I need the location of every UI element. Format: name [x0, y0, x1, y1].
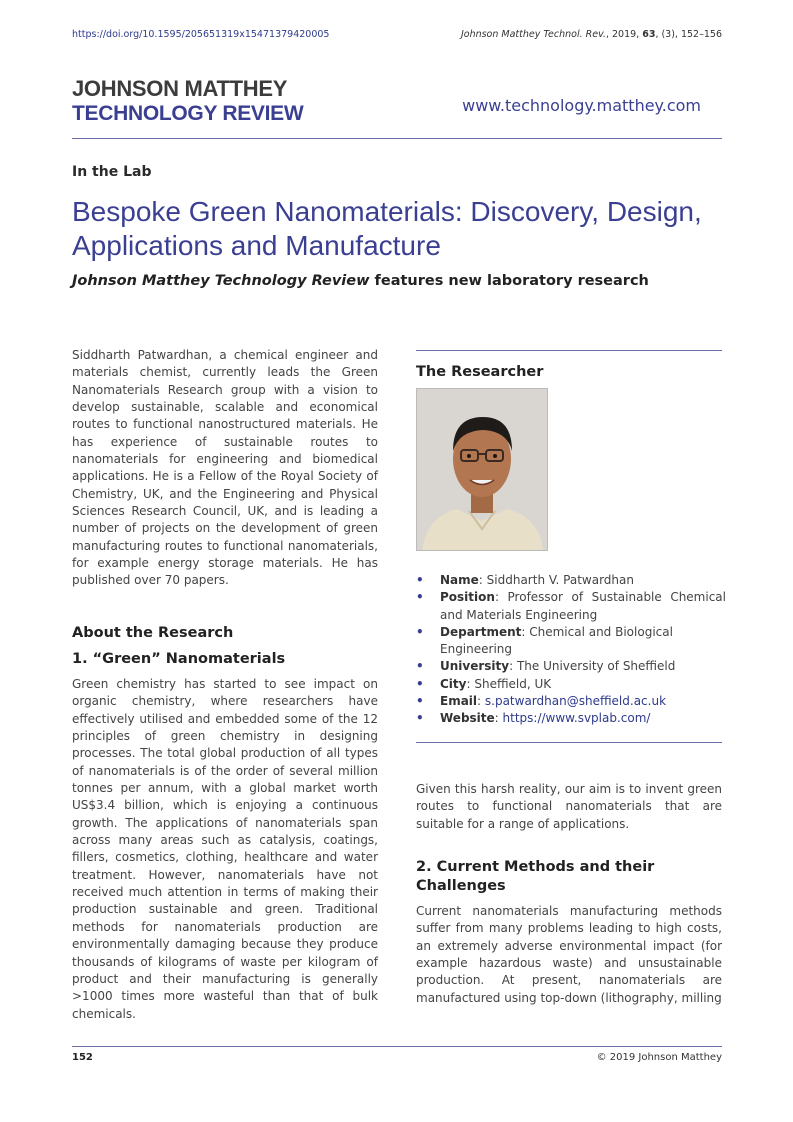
citation-issue-pages: , (3), 152–156: [655, 29, 722, 40]
citation-volume: 63: [642, 29, 656, 40]
researcher-details-list: [416, 572, 726, 728]
item-separator: :: [494, 590, 508, 605]
item-separator: :: [478, 573, 487, 587]
item-separator: :: [466, 676, 475, 691]
logo-line-1: JOHNSON MATTHEY: [72, 76, 288, 101]
page-number: 152: [72, 1052, 93, 1063]
article-title: Bespoke Green Nanomaterials: Discovery, Design, Applications and Manufacture: [72, 196, 702, 261]
researcher-bottom-rule: [416, 742, 722, 743]
section-1-text: Green chemistry has started to see impact on organic chemistry, where researchers have effectively utilised and embedded some of the 12 principles of green chemistry in designing processes. The total global production of all types of nanomaterials is of the order of several million tonnes per annum, with a global market worth US$3.4 billion, which is enjoying a continuous growth. The applications of nanomaterials span across many areas such as catalysis, coatings, fillers, cosmetics, clothing, healthcare and water treatment. However, nanomaterials have not received much attention in terms of making their production sustainable and green. Traditional methods for nanomaterials production are environmentally damaging because they produce thousands of kilograms of waste per kilogram of product and their manufacturing is generally >1000 times more wasteful than that of bulk chemicals.: [72, 677, 378, 1021]
email-link[interactable]: s.patwardhan@sheffield.ac.uk: [484, 694, 667, 709]
researcher-item-email: [416, 693, 726, 710]
site-url-link[interactable]: www.technology.matthey.com: [462, 96, 701, 115]
item-separator: :: [494, 711, 503, 726]
logo-line-2: TECHNOLOGY REVIEW: [72, 102, 304, 125]
researcher-photo: [416, 388, 548, 551]
researcher-item-city: [416, 676, 726, 693]
citation-year: , 2019,: [605, 29, 643, 40]
item-value: Chemical and Biological Engineering: [440, 624, 673, 657]
item-separator: :: [521, 624, 530, 639]
item-label: Email: [440, 694, 478, 709]
section-1-body: [72, 676, 378, 1023]
section-1-heading: 1. “Green” Nanomaterials: [72, 651, 286, 667]
right-paragraph-text: Given this harsh reality, our aim is to invent green routes to functional nanomaterials that are suitable for a range of applications.: [416, 782, 722, 831]
bullet-icon: •: [416, 676, 424, 691]
item-value: The University of Sheffield: [516, 659, 676, 674]
researcher-item-position: [416, 589, 726, 624]
researcher-item-department: [416, 624, 726, 659]
doi-link[interactable]: https://doi.org/10.1595/205651319x15471379420005: [72, 29, 330, 40]
researcher-item-name: [416, 572, 726, 589]
website-link[interactable]: https://www.svplab.com/: [502, 711, 651, 726]
item-label: University: [440, 659, 510, 674]
about-heading: About the Research: [72, 625, 234, 641]
researcher-item-university: [416, 658, 726, 675]
researcher-item-website: [416, 710, 726, 727]
subtitle-rest: features new laboratory research: [369, 273, 649, 289]
bullet-icon: •: [416, 694, 424, 709]
article-subtitle: [72, 273, 649, 289]
header-rule: [72, 138, 722, 139]
section-label: In the Lab: [72, 164, 152, 180]
bullet-icon: •: [416, 573, 424, 587]
item-label: Website: [440, 711, 495, 726]
item-separator: :: [509, 659, 517, 674]
bullet-icon: •: [416, 624, 424, 639]
intro-paragraph: [72, 347, 378, 590]
item-label: Name: [440, 573, 479, 587]
subtitle-journal: Johnson Matthey Technology Review: [72, 273, 370, 289]
intro-text: Siddharth Patwardhan, a chemical engineer and materials chemist, currently leads the Green Nanomaterials Research group with a vision to develop sustainable, scalable and economical routes to functional nanostructured materials. He has experience of sustainable routes to nanomaterials for engineering and biomedical applications. He is a Fellow of the Royal Society of Chemistry, UK, and the Engineering and Physical Sciences Research Council, UK, and is leading a number of projects on the development of green manufacturing routes to functional nanomaterials, for example energy storage materials. He has published over 70 papers.: [72, 348, 378, 588]
researcher-heading: The Researcher: [416, 364, 544, 380]
item-separator: :: [477, 694, 485, 709]
section-2-heading: 2. Current Methods and their Challenges: [416, 859, 655, 894]
journal-name: Johnson Matthey Technol. Rev.: [460, 29, 606, 40]
researcher-top-rule: [416, 350, 722, 351]
right-paragraph: [416, 781, 722, 833]
portrait-image: [417, 389, 547, 550]
bullet-icon: •: [416, 711, 424, 726]
journal-citation: [461, 29, 722, 40]
bullet-icon: •: [416, 659, 424, 674]
item-value: Sheffield, UK: [474, 676, 552, 691]
item-value: Professor of Sustainable Chemical and Materials Engineering: [440, 590, 726, 622]
item-value: Siddharth V. Patwardhan: [486, 573, 634, 587]
section-2-body: [416, 903, 722, 1007]
bullet-icon: •: [416, 590, 424, 605]
copyright: © 2019 Johnson Matthey: [596, 1052, 722, 1063]
item-label: Department: [440, 624, 522, 639]
section-2-text: Current nanomaterials manufacturing methods suffer from many problems leading to high costs, an extremely adverse environmental impact (for example hazardous waste) and unsustainable production. At present, nanomaterials are manufactured using top-down (lithography, milling: [416, 904, 722, 1005]
item-label: City: [440, 676, 467, 691]
item-label: Position: [440, 590, 495, 605]
footer-rule: [72, 1046, 722, 1047]
